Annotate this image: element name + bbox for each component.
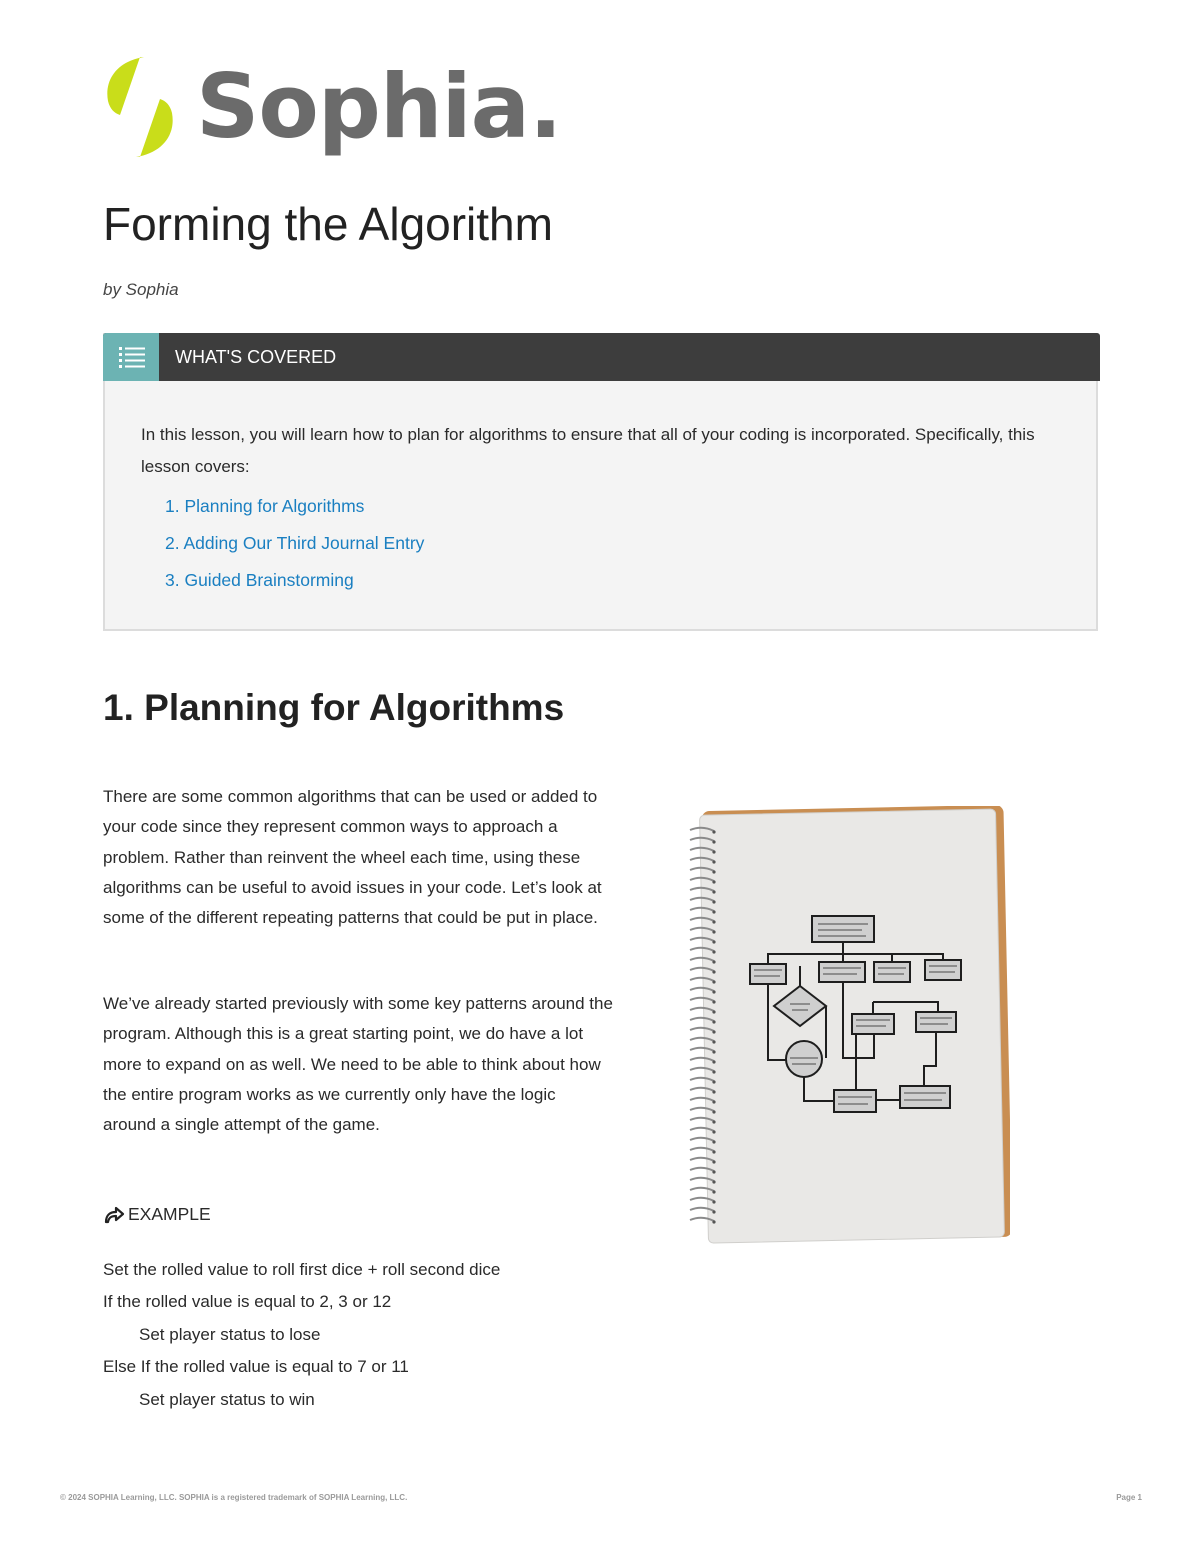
footer-copyright: © 2024 SOPHIA Learning, LLC. SOPHIA is a registered trademark of SOPHIA Learning, LLC. [60, 1493, 408, 1502]
pseudocode-line: Set player status to lose [139, 1325, 321, 1344]
lesson-topics-list [165, 488, 424, 599]
whats-covered-box [103, 333, 1098, 631]
example-label [103, 1201, 211, 1227]
section-heading: 1. Planning for Algorithms [103, 687, 565, 728]
sophia-logo-wordmark: Sophia. [196, 55, 562, 158]
footer-page-number: Page 1 [1116, 1493, 1142, 1502]
whats-covered-header [103, 333, 1100, 381]
pseudocode-line: Else If the rolled value is equal to 7 or 11 [103, 1357, 409, 1376]
byline: by Sophia [103, 280, 179, 299]
share-arrow-icon [103, 1206, 125, 1224]
page-title: Forming the Algorithm [103, 198, 553, 250]
pseudocode-line: If the rolled value is equal to 2, 3 or 12 [103, 1292, 392, 1311]
sophia-logo-mark [100, 55, 180, 159]
example-label-text: EXAMPLE [128, 1204, 211, 1224]
list-icon [119, 345, 145, 369]
body-paragraph: There are some common algorithms that can be used or added to your code since they represent common ways to approach a problem. Rather than reinvent the wheel each time, using these algorithms can be useful to avoid issues in your code. Let’s look at some of the different repeating patterns that could be put in place. [103, 787, 602, 928]
notebook-flowchart-illustration [684, 806, 1010, 1246]
whats-covered-intro: In this lesson, you will learn how to plan for algorithms to ensure that all of your coding is incorporated. Specifically, this lesson covers: [141, 425, 1035, 476]
pseudocode-line: Set player status to win [139, 1390, 315, 1409]
topic-link-guided-brainstorming[interactable]: 3. Guided Brainstorming [165, 570, 354, 590]
whats-covered-icon-box [103, 333, 159, 381]
pseudocode-line: Set the rolled value to roll first dice + roll second dice [103, 1260, 501, 1279]
whats-covered-title: WHAT'S COVERED [175, 347, 337, 367]
topic-link-adding-third-journal-entry[interactable]: 2. Adding Our Third Journal Entry [165, 533, 425, 553]
topic-link-planning-for-algorithms[interactable]: 1. Planning for Algorithms [165, 496, 365, 516]
body-paragraph: We’ve already started previously with some key patterns around the program. Although this is a great starting point, we do have a lot more to expand on as well. We need to be able to think about how the entire program works as we currently only have the logic around a single attempt of the game. [103, 994, 613, 1135]
sophia-logo [100, 55, 562, 159]
